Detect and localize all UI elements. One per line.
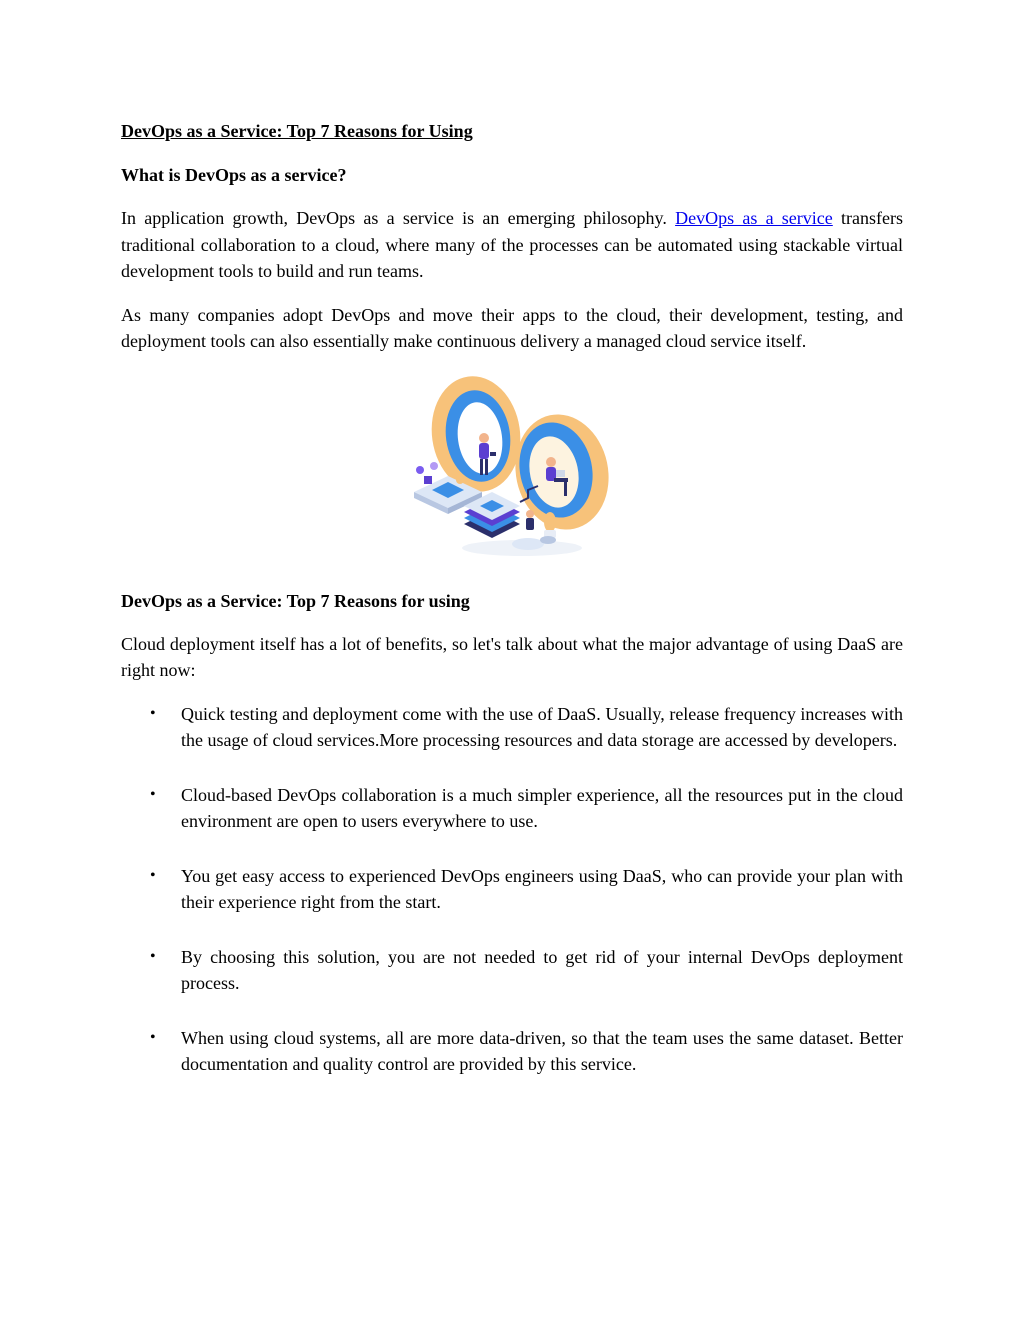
paragraph-intro: [121, 205, 903, 285]
list-item: [121, 1025, 903, 1078]
list-item: [121, 701, 903, 754]
list-item: [121, 782, 903, 835]
devops-infinity-illustration: [404, 372, 620, 560]
list-item-text: Quick testing and deployment come with the use of DaaS. Usually, release frequency increases with the usage of cloud services.More processing resources and data storage are accessed by developers.: [181, 703, 903, 750]
reasons-list: [121, 701, 903, 1078]
document-title: DevOps as a Service: Top 7 Reasons for Using: [121, 121, 473, 141]
paragraph-benefits: Cloud deployment itself has a lot of benefits, so let's talk about what the major advantage of using DaaS are right now:: [121, 633, 903, 680]
document-page: [121, 118, 903, 1106]
paragraph-adoption: As many companies adopt DevOps and move their apps to the cloud, their development, testing, and deployment tools can also essentially make continuous delivery a managed cloud service itself.: [121, 304, 903, 351]
section-heading-what-is: What is DevOps as a service?: [121, 165, 347, 185]
paragraph-intro-text: In application growth, DevOps as a service is an emerging philosophy.: [121, 208, 676, 228]
list-item-text: Cloud-based DevOps collaboration is a much simpler experience, all the resources put in the cloud environment are open to users everywhere to use.: [181, 784, 903, 831]
bullet-icon: •: [150, 866, 156, 884]
paragraph-intro-text-continued: transfers traditional collaboration to a cloud, where many of the processes can be automated using stackable virtual development tools to build and run teams.: [121, 208, 903, 281]
list-item-text: When using cloud systems, all are more data-driven, so that the team uses the same dataset. Better documentation and quality control are provided by this service.: [181, 1027, 903, 1074]
list-item: [121, 863, 903, 916]
list-item-text: You get easy access to experienced DevOps engineers using DaaS, who can provide your plan with their experience right from the start.: [181, 865, 903, 912]
list-item: [121, 944, 903, 997]
devops-as-a-service-link[interactable]: DevOps as a service: [675, 208, 833, 228]
bullet-icon: •: [150, 785, 156, 803]
devops-illustration: [121, 372, 903, 564]
bullet-icon: •: [150, 1028, 156, 1046]
bullet-icon: •: [150, 947, 156, 965]
section-heading-top-reasons: DevOps as a Service: Top 7 Reasons for using: [121, 590, 470, 611]
bullet-icon: •: [150, 704, 156, 722]
list-item-text: By choosing this solution, you are not needed to get rid of your internal DevOps deployment process.: [181, 946, 903, 993]
